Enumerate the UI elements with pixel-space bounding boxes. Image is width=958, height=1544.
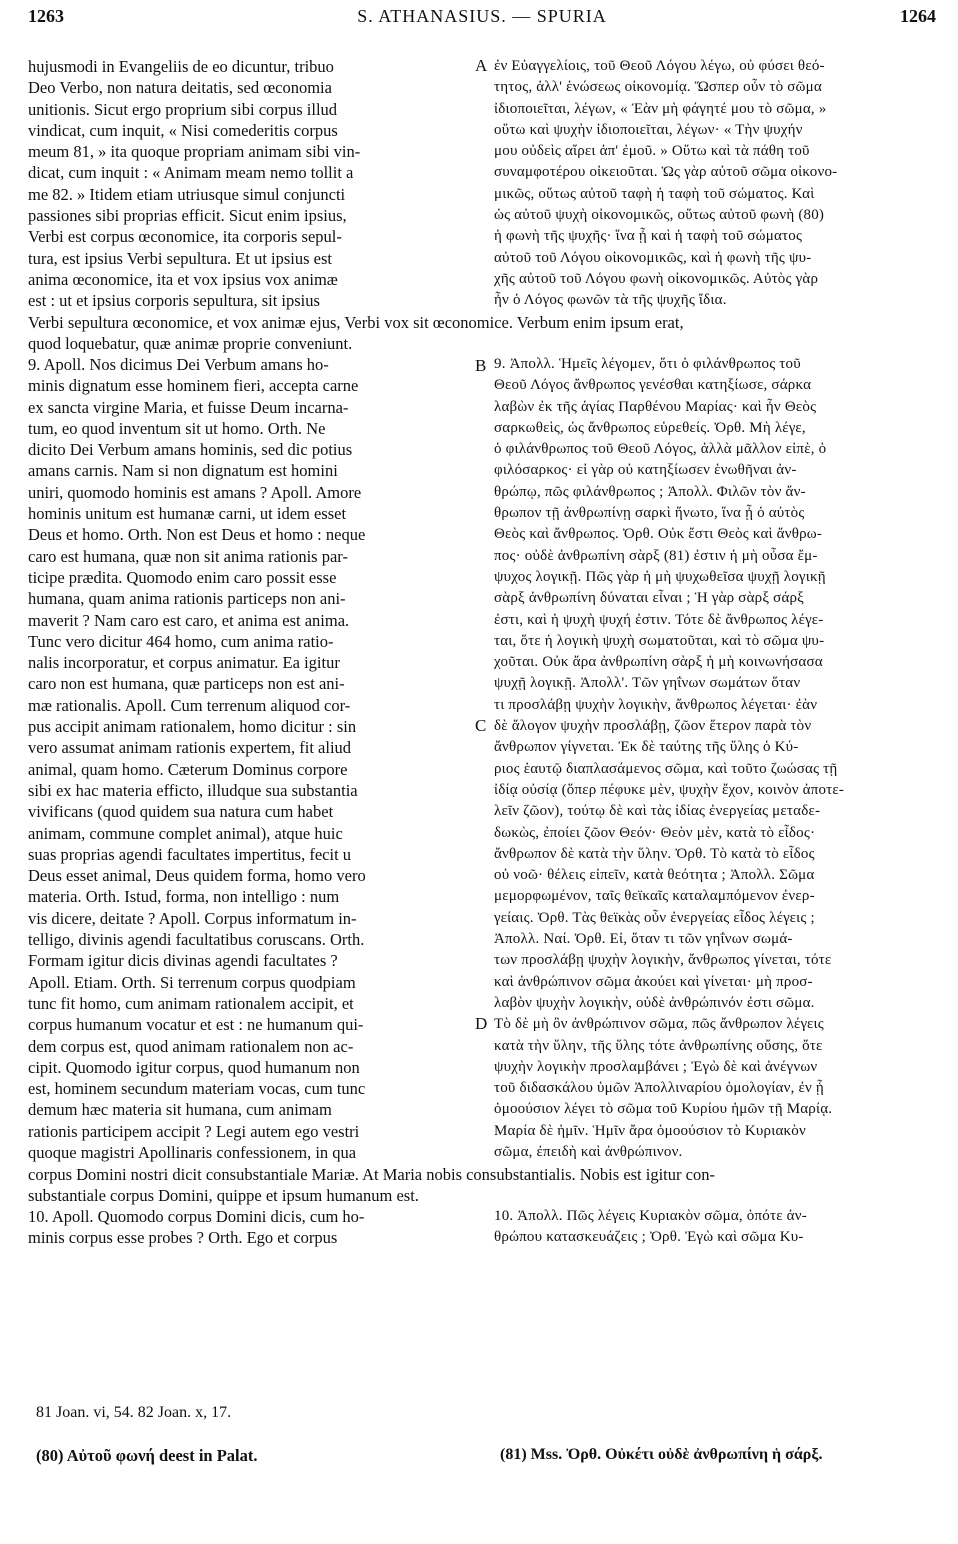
greek-line: ψυχὴν λογικὴν προσλαμβάνει ; Ἐγὼ δὲ καὶ ἀνέγνων <box>494 1058 818 1075</box>
latin-line: 9. Apoll. Nos dicimus Dei Verbum amans ho- <box>28 355 329 374</box>
greek-line: θρωπον τῇ ἀνθρωπίνῃ σαρκὶ ἥνωτο, ἵνα ᾖ ὁ αὐτὸς <box>494 505 805 522</box>
latin-line: animal, quam homo. Cæterum Dominus corpore <box>28 759 348 779</box>
greek-line: οὕτω καὶ ψυχὴν ἰδιοποιεῖται, λέγων· « Τὴν ψυχήν <box>494 121 803 138</box>
latin-line: ticipe prædita. Quomodo enim caro possit esse <box>28 567 337 587</box>
greek-line: σῶμα, ἐπειδὴ καὶ ἀνθρώπινον. <box>494 1143 683 1160</box>
footnote-80: (80) Αὐτοῦ φωνή deest in Palat. <box>36 1446 258 1465</box>
latin-line: Tunc vero dicitur 464 homo, cum anima ratio- <box>28 631 334 651</box>
latin-line: passiones sibi proprias efficit. Sicut enim ipsius, <box>28 206 347 226</box>
latin-column-middle <box>28 354 468 1163</box>
greek-column-bottom <box>494 1206 934 1249</box>
latin-line: ex sancta virgine Maria, et fuisse Deum incarna- <box>28 397 349 417</box>
latin-line: Formam igitur dicis divinas agendi facultates ? <box>28 951 338 971</box>
greek-line: σὰρξ ἀνθρωπίνη δύναται εἶναι ; Ἡ γὰρ σὰρξ σάρξ <box>494 590 805 607</box>
latin-line: hominis unitum est humanæ carni, ut idem esset <box>28 504 347 524</box>
latin-line: Deo Verbo, non natura deitatis, sed œconomia <box>28 78 332 98</box>
greek-column-top <box>494 56 934 312</box>
latin-line: animam, commune complet animal), atque huic <box>28 823 343 843</box>
latin-line: Apoll. Etiam. Orth. Si terrenum corpus quodpiam <box>28 972 356 992</box>
greek-line: Θεοῦ Λόγος ἄνθρωπος γενέσθαι κατηξίωσε, σάρκα <box>494 377 812 394</box>
latin-line: hujusmodi in Evangeliis de eo dicuntur, tribuo <box>28 57 334 76</box>
running-header <box>28 6 936 32</box>
latin-line: vindicat, cum inquit, « Nisi comederitis corpus <box>28 120 338 140</box>
latin-line: vis dicere, deitate ? Apoll. Corpus informatum in- <box>28 908 357 928</box>
latin-line: me 82. » Itidem etiam utriusque simul conjuncti <box>28 184 346 204</box>
latin-line: vero assumat animam rationis expertem, fit aliud <box>28 738 352 758</box>
greek-line: τητος, ἀλλ' ἑνώσεως οἰκονομίᾳ. Ὥσπερ οὖν τὸ σῶμα <box>494 79 822 96</box>
greek-line: ψυχος λογικῇ. Πῶς γὰρ ἡ μὴ ψυχωθεῖσα ψυχῇ λογικῇ <box>494 568 826 585</box>
latin-line: caro non est humana, quæ particeps non est ani- <box>28 674 345 694</box>
greek-line: δὲ ἄλογον ψυχὴν προσλάβῃ, ζῶον ἕτερον παρὰ τὸν <box>494 718 812 735</box>
latin-line: dicito Dei Verbum amans hominis, sed dic potius <box>28 440 353 460</box>
greek-line: Τὸ δὲ μὴ ὂν ἀνθρώπινον σῶμα, πῶς ἄνθρωπον λέγεις <box>494 1016 824 1033</box>
margin-marker-d: D <box>475 1014 488 1033</box>
greek-line: ὡς αὐτοῦ ψυχὴ οἰκονομικῶς, οὕτως αὐτοῦ φωνὴ (80) <box>494 207 825 224</box>
greek-line: μικῶς, οὕτως αὐτοῦ ταφὴ ἡ ταφὴ τοῦ σώματος. Καὶ <box>494 185 815 202</box>
latin-line: mæ rationalis. Apoll. Cum terrenum aliquod cor- <box>28 695 351 715</box>
latin-line: demum hæc materia sit humana, cum animam <box>28 1100 332 1120</box>
greek-line: Ἀπολλ. Ναί. Ὀρθ. Εἰ, ὅταν τι τῶν γηΐνων σωμά- <box>494 931 793 948</box>
margin-marker-b: B <box>475 356 487 375</box>
greek-line: συναμφοτέρου οἰκειοῦται. Ὡς γὰρ αὐτοῦ σῶμα οἰκονο- <box>494 164 838 181</box>
greek-line: ἡ φωνὴ τῆς ψυχῆς· ἵνα ᾖ καὶ ἡ ταφὴ τοῦ σώματος <box>494 228 803 245</box>
greek-line: 9. Ἀπολλ. Ἡμεῖς λέγομεν, ὅτι ὁ φιλάνθρωπος τοῦ <box>494 356 801 372</box>
greek-line: ψυχῇ λογικῇ. Ἀπολλ'. Τῶν γηΐνων σωμάτων ὅταν <box>494 675 801 692</box>
greek-line: αὐτοῦ τοῦ Λόγου οἰκονομικῶς, καὶ ἡ φωνὴ τῆς ψυ- <box>494 249 812 266</box>
latin-line: nalis incorporatur, et corpus animatur. Ea igitur <box>28 653 340 673</box>
page-number-right: 1264 <box>900 6 936 26</box>
latin-column-bottom <box>28 1206 468 1249</box>
latin-line: pus accipit animam rationalem, homo dicitur : sin <box>28 717 357 737</box>
margin-marker-c: C <box>475 716 487 735</box>
greek-line: λεῖν ζῶον), τούτῳ δὲ καὶ τὰς ἰδίας ἐνεργείας μεταδε- <box>494 803 821 820</box>
latin-line: minis corpus esse probes ? Orth. Ego et corpus <box>28 1228 338 1248</box>
latin-line: caro est humana, quæ non sit anima rationis par- <box>28 546 348 566</box>
latin-line: est, hominem secundum materiam vocas, cum tunc <box>28 1079 366 1099</box>
greek-line: κατὰ τὴν ὕλην, τῆς ὕλης τότε ἀνθρωπίνης οὔσης, ὅτε <box>494 1037 823 1054</box>
latin-line: sibi ex hac materia efficto, illudque sua substantia <box>28 780 358 800</box>
footnote-81: (81) Mss. Ὀρθ. Οὐκέτι οὐδὲ ἀνθρωπίνη ἡ σάρξ. <box>500 1446 823 1463</box>
page-number-left: 1263 <box>28 6 64 26</box>
latin-line: suas proprias agendi facultates impertitus, fecit u <box>28 844 352 864</box>
latin-line: materia. Orth. Istud, forma, non intelligo : num <box>28 887 340 907</box>
greek-line: σαρκωθεὶς, ὡς ἄνθρωπος εὑρεθείς. Ὀρθ. Μὴ λέγε, <box>494 419 806 436</box>
greek-line: των προσλάβῃ ψυχὴν λογικὴν, ἄνθρωπος γίνεται, τότε <box>494 952 832 969</box>
latin-line: maverit ? Nam caro est caro, et anima est anima. <box>28 610 350 630</box>
latin-line: corpus humanum vocatur et est : ne humanum qui- <box>28 1015 364 1035</box>
latin-fullwidth-closing <box>28 1164 933 1207</box>
latin-line: dicat, cum inquit : « Animam meam nemo tollit a <box>28 163 354 183</box>
greek-line: χοῦται. Οὐκ ἄρα ἀνθρωπίνη σὰρξ ἡ μὴ κοινωνήσασα <box>494 654 823 671</box>
margin-marker-a: A <box>475 56 488 75</box>
latin-line: tura, est ipsius Verbi sepultura. Et ut ipsius est <box>28 248 333 268</box>
greek-line: ται, ὅτε ἡ λογικὴ ψυχὴ σωματοῦται, καὶ τὸ σῶμα ψυ- <box>494 632 825 649</box>
greek-line: δωκὼς, ἐποίει ζῶον Θεόν· Θεὸν μὲν, κατὰ τὸ εἶδος· <box>494 824 816 841</box>
greek-line: γείαις. Ὀρθ. Τὰς θεϊκὰς οὖν ἐνεργείας εἶδος λέγεις ; <box>494 909 815 926</box>
greek-line: ριος ἑαυτῷ διαπλασάμενος σῶμα, καὶ τοῦτο ζωώσας τῇ <box>494 760 838 777</box>
latin-line: Deus et homo. Orth. Non est Deus et homo : neque <box>28 525 366 545</box>
greek-line: ὁμοούσιον λέγει τὸ σῶμα τοῦ Κυρίου ἡμῶν τῇ Μαρίᾳ. <box>494 1101 833 1118</box>
latin-line: rationis participem accipit ? Legi autem ego vestri <box>28 1121 360 1141</box>
greek-line: ὁ φιλάνθρωπος τοῦ Θεοῦ Λόγος, ἀλλὰ μᾶλλον εἰπὲ, ὁ <box>494 441 827 458</box>
latin-line: dem corpus est, quod animam rationalem non ac- <box>28 1036 354 1056</box>
greek-line: Μαρία δὲ ἡμῖν. Ἡμῖν ἄρα ὁμοούσιον τὸ Κυριακὸν <box>494 1122 806 1139</box>
greek-line: Θεὸς καὶ ἄνθρωπος. Ὀρθ. Οὐκ ἔστι Θεὸς καὶ ἄνθρω- <box>494 526 823 543</box>
latin-fullwidth-continuation <box>28 312 933 355</box>
running-title: S. ATHANASIUS. — SPURIA <box>357 6 607 26</box>
greek-line: πος· οὐδὲ ἀνθρωπίνη σὰρξ (81) ἐστιν ἡ μὴ οὖσα ἔμ- <box>494 547 818 564</box>
latin-column-top <box>28 56 468 312</box>
greek-line: λαβὸν ψυχὴν λογικὴν, οὐδὲ ἀνθρώπινόν ἐστι σῶμα. <box>494 994 815 1011</box>
greek-line: ἰδιοποιεῖται, λέγων, « Ἐὰν μὴ φάγητέ μου τὸ σῶμα, » <box>494 100 827 117</box>
scripture-references: 81 Joan. vi, 54. 82 Joan. x, 17. <box>36 1404 232 1421</box>
latin-line: corpus Domini nostri dicit consubstantiale Mariæ. At Maria nobis consubstantialis. Nobis est igitur con- <box>28 1165 715 1184</box>
latin-line: vivificans (quod quidem sua natura cum habet <box>28 802 334 822</box>
greek-line: λαβὼν ἐκ τῆς ἁγίας Παρθένου Μαρίας· καὶ ἦν Θεὸς <box>494 398 817 415</box>
latin-line: telligo, divinis agendi facultatibus coruscans. Orth. <box>28 930 365 950</box>
greek-line: ἰδίᾳ οὐσίᾳ (ὅπερ πέφυκε μὲν, ψυχὴν ἔχον, κοινὸν ἀποτε- <box>494 781 845 798</box>
greek-line: 10. Ἀπολλ. Πῶς λέγεις Κυριακὸν σῶμα, ὁπότε ἀν- <box>494 1208 807 1224</box>
greek-column-middle <box>494 354 934 1163</box>
latin-line: substantiale corpus Domini, quippe et ipsum humanum est. <box>28 1186 419 1206</box>
greek-line: μου οὐδεὶς αἴρει ἀπ' ἐμοῦ. » Οὕτω καὶ τὰ πάθη τοῦ <box>494 143 810 160</box>
greek-line: θρώπῳ, πῶς φιλάνθρωπος ; Ἀπολλ. Φιλῶν τὸν ἄν- <box>494 483 806 500</box>
latin-line: tunc fit homo, cum animam rationalem accipit, et <box>28 993 354 1013</box>
latin-line: tum, eo quod inventum sit ut homo. Orth. Ne <box>28 418 326 438</box>
latin-line: uniri, quomodo hominis est amans ? Apoll. Amore <box>28 482 362 502</box>
latin-line: 10. Apoll. Quomodo corpus Domini dicis, cum ho- <box>28 1207 365 1226</box>
latin-line: quoque magistri Apollinaris confessionem, in qua <box>28 1142 357 1162</box>
greek-line: ἦν ὁ Λόγος φωνῶν τὰ τῆς ψυχῆς ἴδια. <box>494 292 727 309</box>
greek-line: ἄνθρωπον γίγνεται. Ἐκ δὲ ταύτης τῆς ὕλης ὁ Κύ- <box>494 739 799 756</box>
latin-line: unitionis. Sicut ergo proprium sibi corpus illud <box>28 99 338 119</box>
greek-line: τι προσλάβῃ ψυχὴν λογικὴν, ἄνθρωπος λέγεται· ἐὰν <box>494 696 818 713</box>
latin-line: quod loquebatur, quæ animæ proprie conveniunt. <box>28 334 353 354</box>
latin-line: cipit. Quomodo igitur corpus, quod humanum non <box>28 1057 360 1077</box>
latin-line: humana, quam anima rationis particeps non ani- <box>28 589 346 609</box>
greek-line: τοῦ διδασκάλου ὑμῶν Ἀπολλιναρίου ὁμολογίαν, ἐν ᾗ <box>494 1080 824 1097</box>
latin-line: meum 81, » ita quoque propriam animam sibi vin- <box>28 142 361 162</box>
greek-line: οὐ νοῶ· θέλεις εἰπεῖν, κατὰ θεότητα ; Ἀπολλ. Σῶμα <box>494 867 815 884</box>
greek-line: ἄνθρωπον δὲ κατὰ τὴν ὕλην. Ὀρθ. Τὸ κατὰ τὸ εἶδος <box>494 845 815 862</box>
greek-line: χῆς αὐτοῦ τοῦ Λόγου φωνὴ οἰκονομικῶς. Αὐτὸς γὰρ <box>494 270 819 287</box>
greek-line: ἐστι, καὶ ἡ ψυχὴ ψυχή ἐστιν. Τότε δὲ ἄνθρωπος λέγε- <box>494 611 824 628</box>
greek-line: καὶ ἀνθρώπινον σῶμα ἀκούει καὶ γίνεται· μὴ προσ- <box>494 973 813 990</box>
latin-line: anima œconomice, ita et vox ipsius vox animæ <box>28 269 338 289</box>
latin-line: Verbi est corpus œconomice, ita corporis sepul- <box>28 227 342 247</box>
greek-line: φιλόσαρκος· εἰ γὰρ οὐ κατηξίωσεν ἑνωθῆναι ἀν- <box>494 462 797 479</box>
greek-line: ἐν Εὐαγγελίοις, τοῦ Θεοῦ Λόγου λέγω, οὐ φύσει θεό- <box>494 58 825 74</box>
greek-line: θρώπου κατασκευάζεις ; Ὀρθ. Ἐγὼ καὶ σῶμα Κυ- <box>494 1229 804 1246</box>
latin-line: Deus esset animal, Deus quidem forma, homo vero <box>28 866 366 886</box>
latin-line: Verbi sepultura œconomice, et vox animæ ejus, Verbi vox sit œconomice. Verbum enim ipsum erat, <box>28 313 684 332</box>
latin-line: amans carnis. Nam si non dignatum est homini <box>28 461 338 481</box>
greek-line: μεμορφωμένον, ταῖς θεϊκαῖς καταλαμπόμενον ἐνερ- <box>494 888 815 905</box>
latin-line: est : ut et ipsius corporis sepultura, sit ipsius <box>28 291 320 311</box>
latin-line: minis dignatum esse hominem fieri, accepta carne <box>28 376 359 396</box>
